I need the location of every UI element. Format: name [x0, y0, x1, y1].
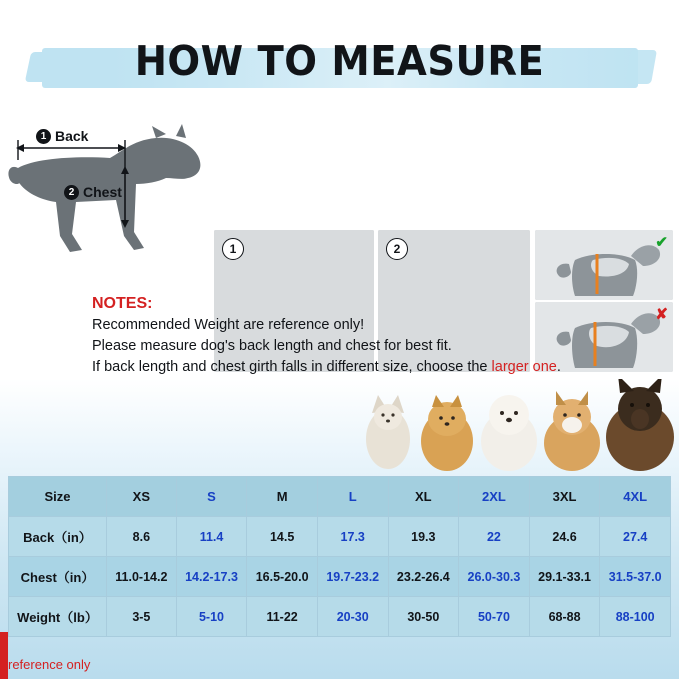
header-s: S — [176, 477, 247, 517]
header-xs: XS — [107, 477, 177, 517]
chest-m: 16.5-20.0 — [247, 557, 318, 597]
weight-3xl: 68-88 — [529, 597, 600, 637]
weight-4xl: 88-100 — [600, 597, 671, 637]
header-4xl: 4XL — [600, 477, 671, 517]
dog-m — [481, 395, 537, 471]
chest-label-text: Chest — [83, 184, 122, 200]
photo-correct-example — [535, 230, 673, 300]
dog-silhouette-diagram — [6, 120, 211, 272]
weight-xs: 3-5 — [107, 597, 177, 637]
chest-measure-label — [64, 184, 122, 200]
weight-xl: 30-50 — [388, 597, 459, 637]
back-label-text: Back — [55, 128, 89, 144]
weight-l: 20-30 — [317, 597, 388, 637]
weight-s: 5-10 — [176, 597, 247, 637]
notes-line-3-prefix: If back length and chest girth falls in different size, choose the — [92, 359, 492, 375]
back-l: 17.3 — [317, 517, 388, 557]
back-xl: 19.3 — [388, 517, 459, 557]
notes-line-3 — [92, 357, 652, 378]
chest-badge: 2 — [64, 185, 79, 200]
table-row — [9, 597, 671, 637]
notes-line-2: Please measure dog's back length and chest for best fit. — [92, 338, 452, 354]
weight-m: 11-22 — [247, 597, 318, 637]
header-l: L — [317, 477, 388, 517]
correct-icon: ✔ — [655, 234, 668, 251]
back-s: 11.4 — [176, 517, 247, 557]
title-band — [0, 0, 679, 108]
chest-2xl: 26.0-30.3 — [459, 557, 530, 597]
size-table-body — [9, 517, 671, 637]
table-row — [9, 557, 671, 597]
photo1-step-number: 1 — [222, 238, 244, 260]
notes-line-3-highlight: larger one — [491, 359, 557, 375]
dog-xs — [366, 395, 410, 469]
header-size: Size — [9, 477, 107, 517]
header-2xl: 2XL — [459, 477, 530, 517]
chest-4xl: 31.5-37.0 — [600, 557, 671, 597]
header-xl: XL — [388, 477, 459, 517]
back-3xl: 24.6 — [529, 517, 600, 557]
chest-s: 14.2-17.3 — [176, 557, 247, 597]
notes-block — [92, 295, 652, 378]
table-header-row — [9, 477, 671, 517]
back-measure-label — [36, 128, 88, 144]
table-row — [9, 517, 671, 557]
photo2-step-number: 2 — [386, 238, 408, 260]
dog-s — [421, 395, 473, 471]
notes-line-3-suffix: . — [556, 359, 561, 375]
page-title: HOW TO MEASURE — [134, 37, 545, 85]
size-table — [8, 476, 671, 637]
chest-l: 19.7-23.2 — [317, 557, 388, 597]
dog-4xl — [606, 379, 674, 471]
chest-xs: 11.0-14.2 — [107, 557, 177, 597]
size-table-head — [9, 477, 671, 517]
weight-2xl: 50-70 — [459, 597, 530, 637]
header-m: M — [247, 477, 318, 517]
back-xs: 8.6 — [107, 517, 177, 557]
table-footnote: reference only — [8, 657, 91, 672]
size-table-wrapper — [8, 476, 671, 672]
photo3-art — [535, 230, 673, 300]
red-corner-accent — [0, 632, 8, 679]
back-2xl: 22 — [459, 517, 530, 557]
dog-xl — [544, 391, 600, 471]
back-m: 14.5 — [247, 517, 318, 557]
header-3xl: 3XL — [529, 477, 600, 517]
back-badge: 1 — [36, 129, 51, 144]
back-4xl: 27.4 — [600, 517, 671, 557]
chest-xl: 23.2-26.4 — [388, 557, 459, 597]
wrong-icon: ✘ — [655, 306, 668, 323]
notes-line-1: Recommended Weight are reference only! — [92, 317, 365, 333]
row-label-chest: Chest（in） — [9, 557, 107, 597]
notes-title: NOTES: — [92, 295, 153, 312]
row-label-weight: Weight（lb） — [9, 597, 107, 637]
chest-3xl: 29.1-33.1 — [529, 557, 600, 597]
row-label-back: Back（in） — [9, 517, 107, 557]
